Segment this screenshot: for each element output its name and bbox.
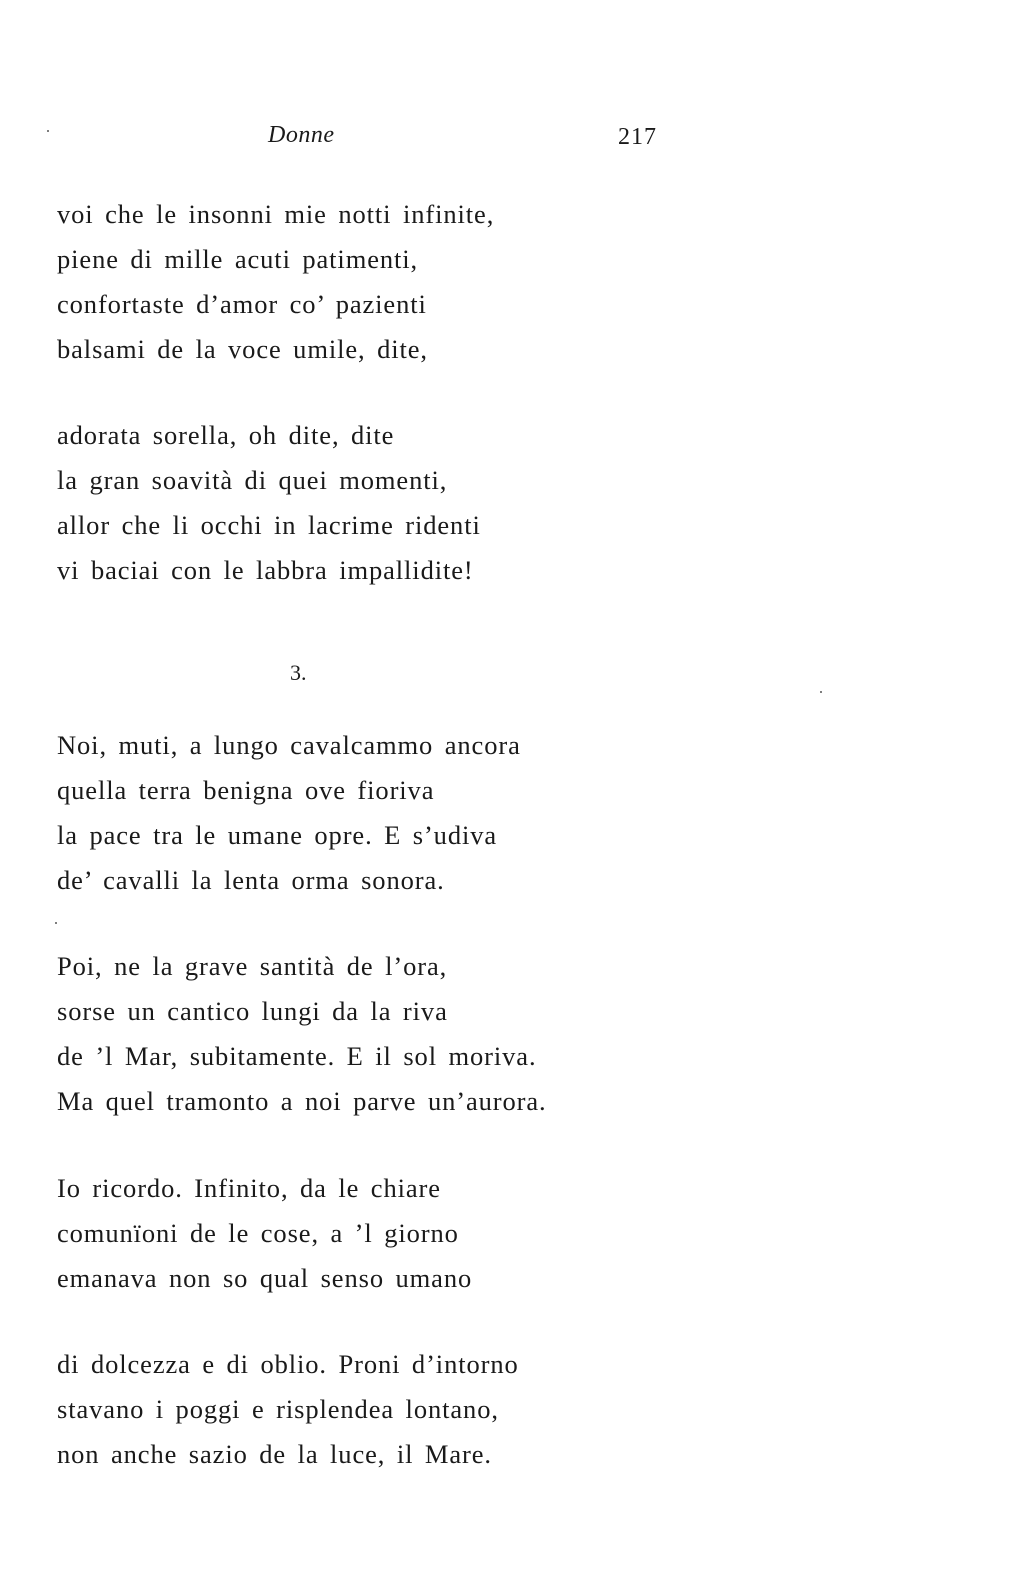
verse-line: vi baciai con le labbra impallidite! [57,555,474,585]
scan-speck [55,922,57,924]
verse-line: la pace tra le umane opre. E s’udiva [57,820,498,850]
verse-line: sorse un cantico lungi da la riva [57,996,448,1026]
section-number: 3. [290,660,307,685]
verse-line: balsami de la voce umile, dite, [57,334,428,364]
verse-line: de ’l Mar, subitamente. E il sol moriva. [57,1041,537,1071]
verse-line: comunïoni de le cose, a ’l giorno [57,1218,459,1248]
verse-line: confortaste d’amor co’ pazienti [57,289,427,319]
verse-line: de’ cavalli la lenta orma sonora. [57,865,445,895]
tercet-2 [57,1342,519,1477]
verse-line: Noi, muti, a lungo cavalcammo ancora [57,730,521,760]
stanza-2 [57,413,481,593]
scan-speck [47,130,49,132]
verse-line: Ma quel tramonto a noi parve un’aurora. [57,1086,547,1116]
verse-line: la gran soavità di quei momenti, [57,465,448,495]
running-head-title: Donne [268,122,335,148]
verse-line: adorata sorella, oh dite, dite [57,420,395,450]
verse-line: Poi, ne la grave santità de l’ora, [57,951,448,981]
stanza-1 [57,192,494,372]
stanza-3 [57,723,521,903]
running-head [0,122,1022,158]
verse-line: voi che le insonni mie notti infinite, [57,199,495,229]
verse-line: quella terra benigna ove fioriva [57,775,435,805]
verse-line: non anche sazio de la luce, il Mare. [57,1439,492,1469]
verse-line: stavano i poggi e risplendea lontano, [57,1394,499,1424]
scan-speck [820,691,822,693]
stanza-4 [57,944,547,1124]
page-number: 217 [618,124,657,150]
verse-line: Io ricordo. Infinito, da le chiare [57,1173,441,1203]
verse-line: emanava non so qual senso umano [57,1263,473,1293]
verse-line: piene di mille acuti patimenti, [57,244,419,274]
verse-line: di dolcezza e di oblio. Proni d’intorno [57,1349,519,1379]
tercet-1 [57,1166,472,1301]
verse-line: allor che li occhi in lacrime ridenti [57,510,481,540]
